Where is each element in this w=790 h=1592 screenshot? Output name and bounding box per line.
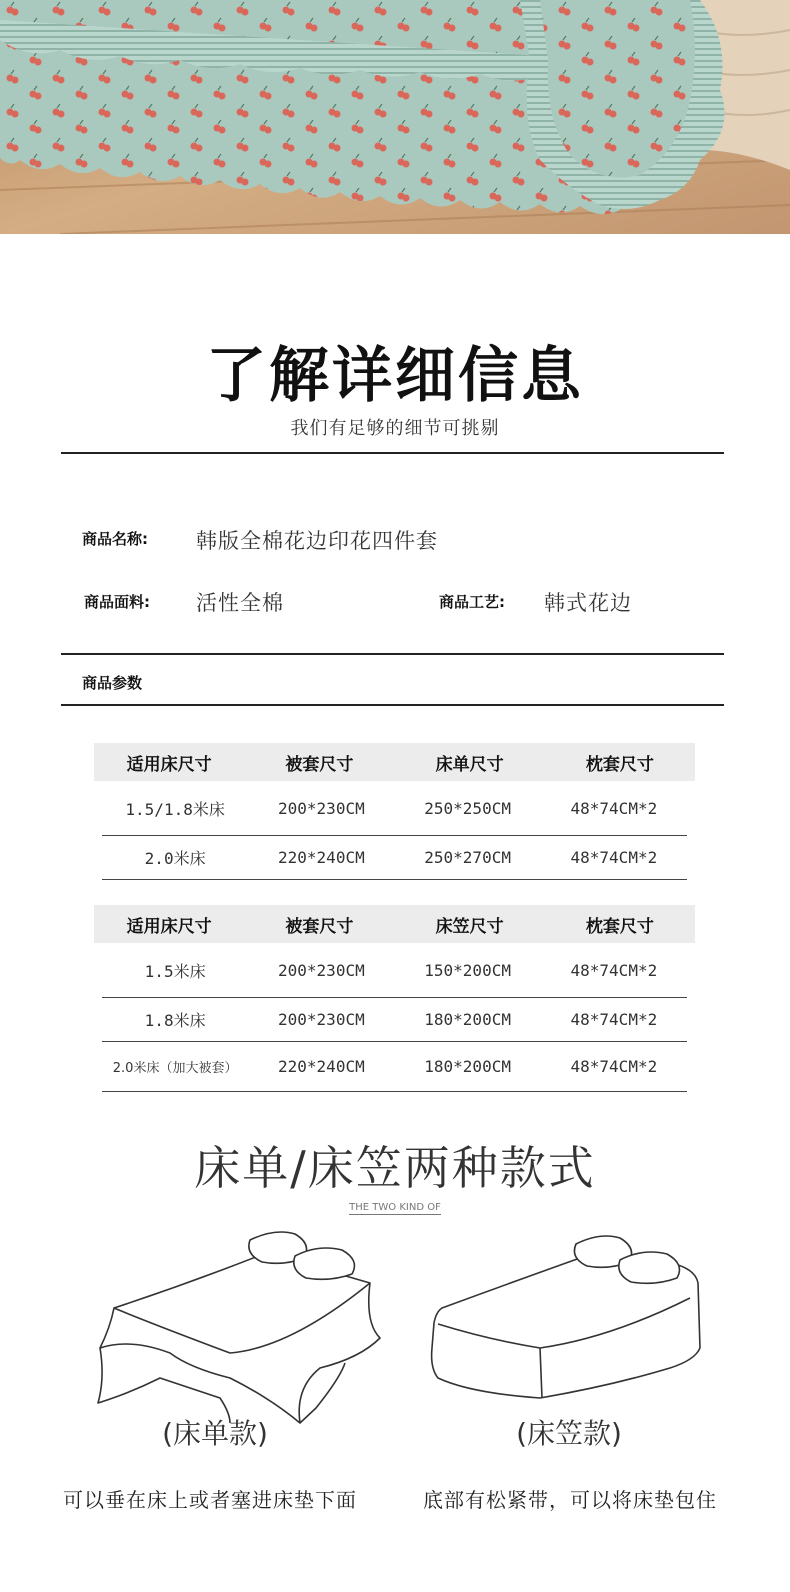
flat-sheet-bed-illustration <box>90 1228 390 1428</box>
bedding-photo <box>0 0 790 234</box>
divider <box>61 452 724 454</box>
fitted-caption: (床笠款) <box>516 1417 622 1450</box>
table-cell: 48*74CM*2 <box>570 960 658 980</box>
table-row <box>102 836 687 880</box>
table-cell: 180*200CM <box>424 1057 511 1076</box>
table-cell: 2.0米床 <box>144 849 206 868</box>
header-cell: 枕套尺寸 <box>585 916 654 937</box>
fitted-description: 底部有松紧带，可以将床垫包住 <box>423 1488 717 1512</box>
table-cell: 48*74CM*2 <box>570 1057 658 1076</box>
table-cell: 220*240CM <box>278 848 365 867</box>
fitted-size-table <box>94 905 695 1092</box>
table-cell: 1.5/1.8米床 <box>125 799 225 819</box>
header-cell: 适用床尺寸 <box>126 916 212 937</box>
table-cell: 150*200CM <box>424 960 511 980</box>
table-cell: 200*230CM <box>278 960 365 980</box>
divider <box>61 653 724 655</box>
section-subtitle: 我们有足够的细节可挑剔 <box>290 418 500 439</box>
table-cell: 250*250CM <box>424 798 511 818</box>
section-title: 了解详细信息 <box>206 341 584 411</box>
table-cell: 180*200CM <box>424 1010 511 1029</box>
table-cell: 250*270CM <box>424 848 511 867</box>
table-header <box>94 905 695 943</box>
header-cell: 被套尺寸 <box>285 754 354 775</box>
table-cell: 48*74CM*2 <box>570 798 658 818</box>
sheet-description: 可以垂在床上或者塞进床垫下面 <box>63 1488 357 1512</box>
table-cell: 48*74CM*2 <box>570 848 658 867</box>
table-header <box>94 743 695 781</box>
craft-label: 商品工艺: <box>439 593 505 611</box>
table-cell: 200*230CM <box>278 798 365 818</box>
fabric-label: 商品面料: <box>84 593 150 611</box>
header-cell: 床笠尺寸 <box>435 916 504 937</box>
table-row <box>102 781 687 836</box>
table-cell: 1.8米床 <box>144 1011 206 1030</box>
sheet-size-table <box>94 743 695 880</box>
table-row <box>102 943 687 998</box>
table-row <box>102 1042 687 1092</box>
table-cell: 2.0米床（加大被套） <box>112 1061 238 1076</box>
styles-title: 床单/床笠两种款式 <box>194 1141 596 1195</box>
sheet-caption: (床单款) <box>162 1417 268 1450</box>
params-label: 商品参数 <box>82 674 143 692</box>
fabric-value: 活性全棉 <box>196 591 284 615</box>
product-name-label: 商品名称: <box>82 530 148 548</box>
table-row <box>102 998 687 1042</box>
styles-subtitle <box>0 1202 790 1213</box>
table-cell: 220*240CM <box>278 1057 365 1076</box>
product-name-value: 韩版全棉花边印花四件套 <box>196 529 438 553</box>
header-cell: 床单尺寸 <box>435 754 504 775</box>
fitted-sheet-bed-illustration <box>430 1228 730 1428</box>
header-cell: 适用床尺寸 <box>126 754 212 775</box>
craft-value: 韩式花边 <box>544 591 632 615</box>
header-cell: 枕套尺寸 <box>585 754 654 775</box>
table-cell: 48*74CM*2 <box>570 1010 658 1029</box>
header-cell: 被套尺寸 <box>285 916 354 937</box>
table-cell: 1.5米床 <box>144 961 206 981</box>
divider <box>61 704 724 706</box>
styles-subtitle-text: THE TWO KIND OF <box>349 1202 441 1213</box>
table-cell: 200*230CM <box>278 1010 365 1029</box>
